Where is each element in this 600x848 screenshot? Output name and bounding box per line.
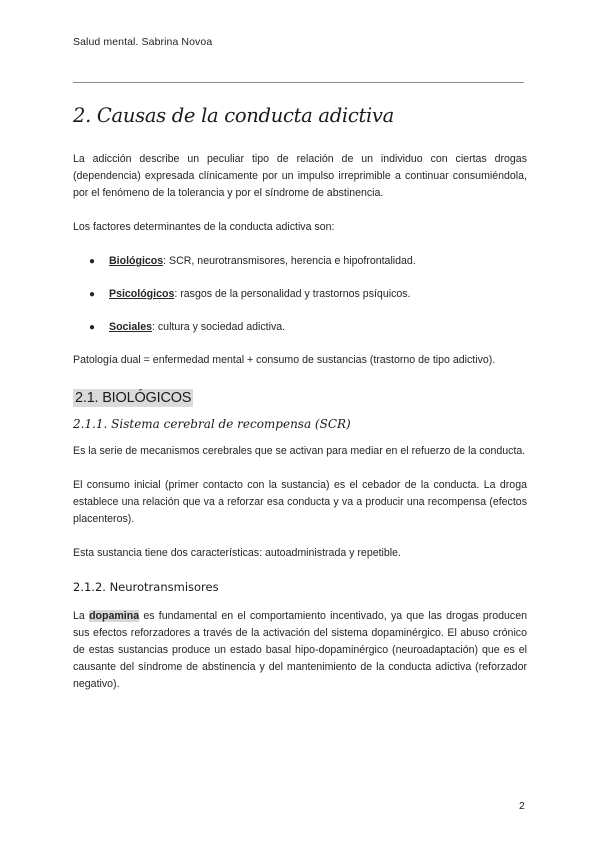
- section-title: 2. Causas de la conducta adictiva: [73, 104, 394, 127]
- list-item: [73, 253, 527, 270]
- bullet-icon: ●: [89, 289, 96, 300]
- neurotransmitters-paragraph: [73, 608, 527, 693]
- paragraph-lead: La: [73, 610, 90, 622]
- scr-paragraph-1: Es la serie de mecanismos cerebrales que se activan para mediar en el refuerzo de la conducta.: [73, 445, 526, 457]
- bullet-icon: ●: [89, 256, 96, 267]
- factors-list: [73, 253, 527, 336]
- factor-label: Sociales: [109, 321, 152, 333]
- bullet-icon: ●: [89, 322, 96, 333]
- factor-text: : rasgos de la personalidad y trastornos psíquicos.: [174, 288, 411, 300]
- page-content: [73, 104, 527, 693]
- page-number: 2: [519, 800, 525, 812]
- scr-heading: 2.1.1. Sistema cerebral de recompensa (SCR): [73, 417, 351, 431]
- scr-paragraph-3: Esta sustancia tiene dos características: autoadministrada y repetible.: [73, 547, 401, 559]
- factor-label: Biológicos: [109, 255, 164, 267]
- header-divider: [73, 82, 524, 83]
- paragraph-rest: es fundamental en el comportamiento incentivado, ya que las drogas producen sus efectos reforzadores a través de la activación del sistema dopaminérgico. El abuso crónico de estas sustancias produce un estado basal hipo-dopaminérgico (neuroadaptación) que es el causante del síndrome de abstinencia y del mantenimiento de la conducta adictiva (reforzador negativo).: [73, 610, 527, 690]
- factor-text: : SCR, neurotransmisores, herencia e hipofrontalidad.: [163, 255, 416, 267]
- neurotransmitters-heading: 2.1.2. Neurotransmisores: [73, 580, 219, 594]
- intro-paragraph: La adicción describe un peculiar tipo de relación de un individuo con ciertas drogas (dependencia) expresada clínicamente por un impulso irreprimible a continuar consumiéndola, por el fenómeno de la tolerancia y por el síndrome de abstinencia.: [73, 153, 527, 199]
- running-header: Salud mental. Sabrina Novoa: [73, 36, 213, 48]
- subsection-title-biologicos: 2.1. BIOLÓGICOS: [75, 390, 192, 406]
- factor-text: : cultura y sociedad adictiva.: [152, 321, 286, 333]
- factors-intro: Los factores determinantes de la conducta adictiva son:: [73, 221, 335, 233]
- list-item: [73, 286, 527, 303]
- dual-pathology-text: Patología dual = enfermedad mental + consumo de sustancias (trastorno de tipo adictivo).: [73, 354, 496, 366]
- list-item: [73, 319, 527, 336]
- dopamina-term: dopamina: [89, 610, 140, 622]
- scr-paragraph-2: El consumo inicial (primer contacto con la sustancia) es el cebador de la conducta. La droga establece una relación que va a reforzar esa conducta y va a producir una recompensa (efectos placenteros).: [73, 479, 527, 525]
- factor-label: Psicológicos: [109, 288, 175, 300]
